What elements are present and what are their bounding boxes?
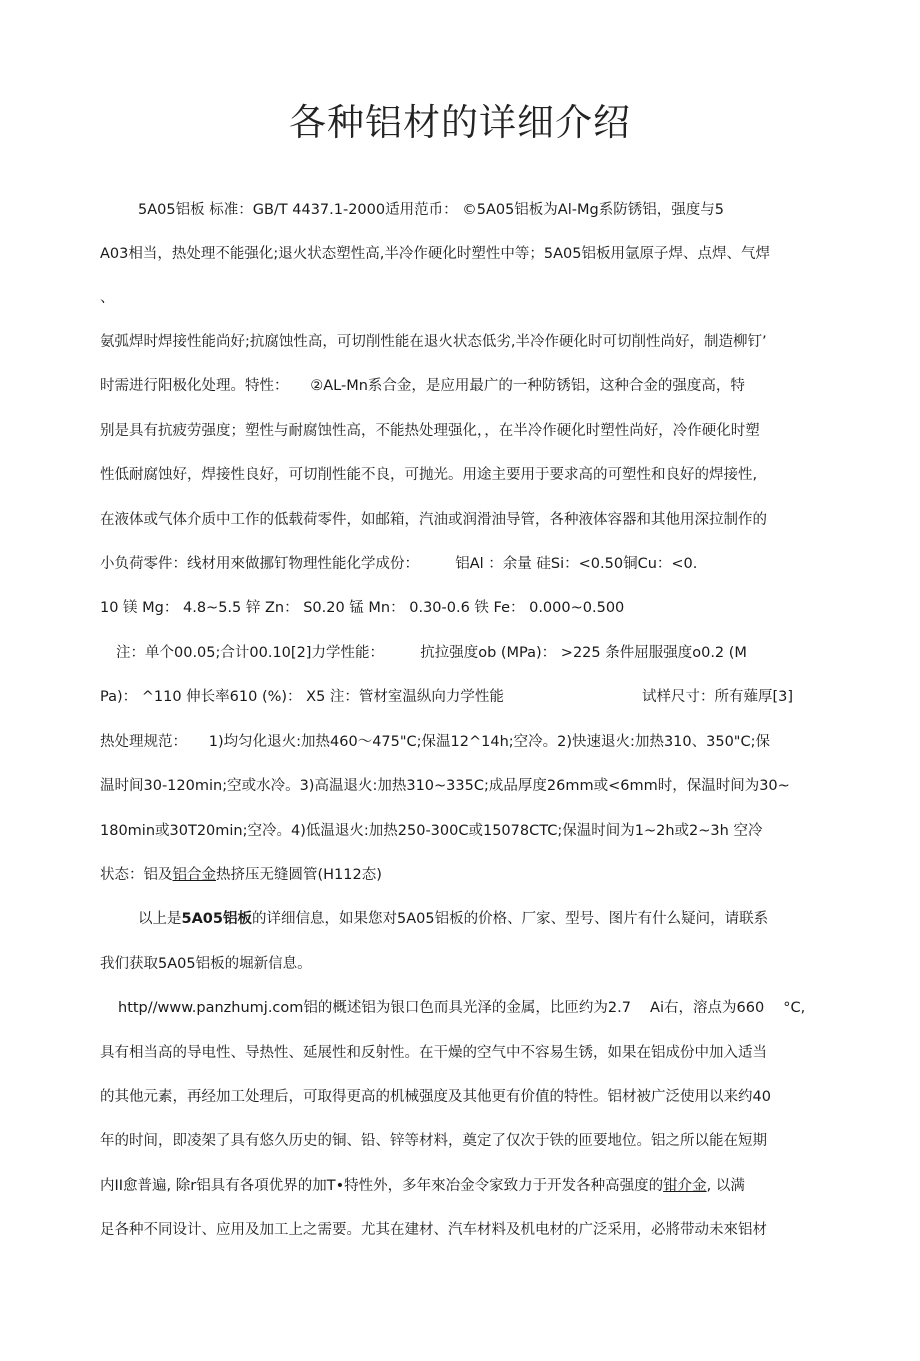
- paragraph-line: A03相当，热处理不能强化;退火状态塑性高,半冷作硬化时塑性中等；5A05铝板用氩原子焊、点焊、气焊: [100, 246, 770, 262]
- body-text: 内II愈普遍, 除r铝具有各項优界的加T•特性外，多年來冶金令家致力于开发各种高强度的: [100, 1178, 664, 1194]
- paragraph-line: 在液体或气体介质中工作的低载荷零件，如邮箱，汽油或润滑油导管，各种液体容器和其他用深拉制作的: [100, 512, 767, 528]
- body-text-tail: , 以满: [706, 1178, 745, 1194]
- status-text: 状态：铝及: [100, 867, 173, 883]
- paragraph-line: 时需进行阳极化处理。特性： ②AL-Mn系合金，是应用最广的一种防锈铝，这种合金的强度高，特: [100, 378, 745, 394]
- paragraph-line: 别是具有抗疲劳强度；塑性与耐腐蚀性高，不能热处理强化，，在半冷作硬化时塑性尚好，冷作硬化时塑: [100, 423, 760, 439]
- paragraph-line: 的其他元素，再经加工处理后，可取得更高的机械强度及其他更有价值的特性。铝材被广泛使用以来约40: [100, 1089, 771, 1105]
- status-text-tail: 热挤压无缝圆管(H112态): [216, 867, 382, 883]
- paragraph-line: 性低耐腐蚀好，焊接性良好，可切削性能不良，可抛光。用途主要用于要求高的可塑性和良好的焊接性,: [100, 467, 758, 483]
- paragraph-line: 我们获取5A05铝板的堀新信息。: [100, 956, 312, 972]
- paragraph-line: http//www.panzhumj.com铝的概述铝为银口色而具光泽的金属，比匝约为2.7 Ai右，溶点为660 °C,: [118, 1000, 806, 1016]
- paragraph-line: 具有相当高的导电性、导热性、延展性和反射性。在干燥的空气中不容易生锈，如果在铝成份中加入适当: [100, 1045, 767, 1061]
- paragraph-line: 氨弧焊时焊接性能尚好;抗腐蚀性高，可切削性能在退火状态低劣,半冷作硬化时可切削性尚好，制造柳钉’: [100, 334, 767, 350]
- paragraph-line: 5A05铝板 标准：GB/T 4437.1-2000适用范币： ©5A05铝板为Al-Mg系防锈铝，强度与5: [138, 202, 724, 218]
- paragraph-line: 、: [100, 290, 115, 306]
- summary-text: 的详细信息，如果您对5A05铝板的价格、厂家、型号、图片有什么疑问，请联系: [252, 911, 769, 927]
- paragraph-line: [138, 909, 768, 929]
- aluminum-alloy-link[interactable]: 铝合金: [172, 867, 216, 883]
- paragraph-line: Pa)： ^110 伸长率610 (%)： X5 注：管材室温纵向力学性能: [100, 689, 504, 705]
- paragraph-line: 足各种不同设计、应用及加工上之需要。尤其在建材、汽车材料及机电材的广泛采用，必將带动未來铝材: [100, 1222, 767, 1238]
- paragraph-line: 180min或30T20min;空冷。4)低温退火:加热250-300C或15078CTC;保温时间为1~2h或2~3h 空冷: [100, 823, 763, 839]
- paragraph-line: 温时间30-120min;空或水冷。3)高温退火:加热310~335C;成品厚度26mm或<6mm时，保温时间为30~: [100, 778, 790, 794]
- paragraph-line: 热处理规范： 1)均匀化退火:加热460～475"C;保温12^14h;空冷。2)快速退火:加热310、350"C;保: [100, 734, 770, 750]
- paragraph-line: [100, 865, 382, 885]
- paragraph-line: 10 镁 Mg： 4.8~5.5 锌 Zn： S0.20 锰 Mn： 0.30-0.6 铁 Fe： 0.000~0.500: [100, 600, 625, 616]
- summary-prefix: 以上是: [138, 911, 182, 927]
- paragraph-line: 试样尺寸：所有薙厚[3]: [642, 689, 794, 705]
- product-name-bold: 5A05铝板: [181, 911, 252, 927]
- page-title: 各种铝材的详细介绍: [289, 101, 631, 144]
- paragraph-line: 年的时间，即凌架了具有悠久历史的铜、铅、锌等材料，奠定了仅次于铁的匝要地位。铝之所以能在短期: [100, 1133, 767, 1149]
- paragraph-line: [100, 1176, 745, 1196]
- paragraph-line: 注：单个00.05;合计00.10[2]力学性能： 抗拉强度ob (MPa)： >225 条件屈服强度o0.2 (M: [116, 645, 747, 661]
- paragraph-line: 小负荷零件：线材用來做挪钉物理性能化学成份： 铝Al ：余量 硅Si：<0.50铜Cu：<0.: [100, 556, 698, 572]
- alloy-link[interactable]: 钳介金: [663, 1178, 707, 1194]
